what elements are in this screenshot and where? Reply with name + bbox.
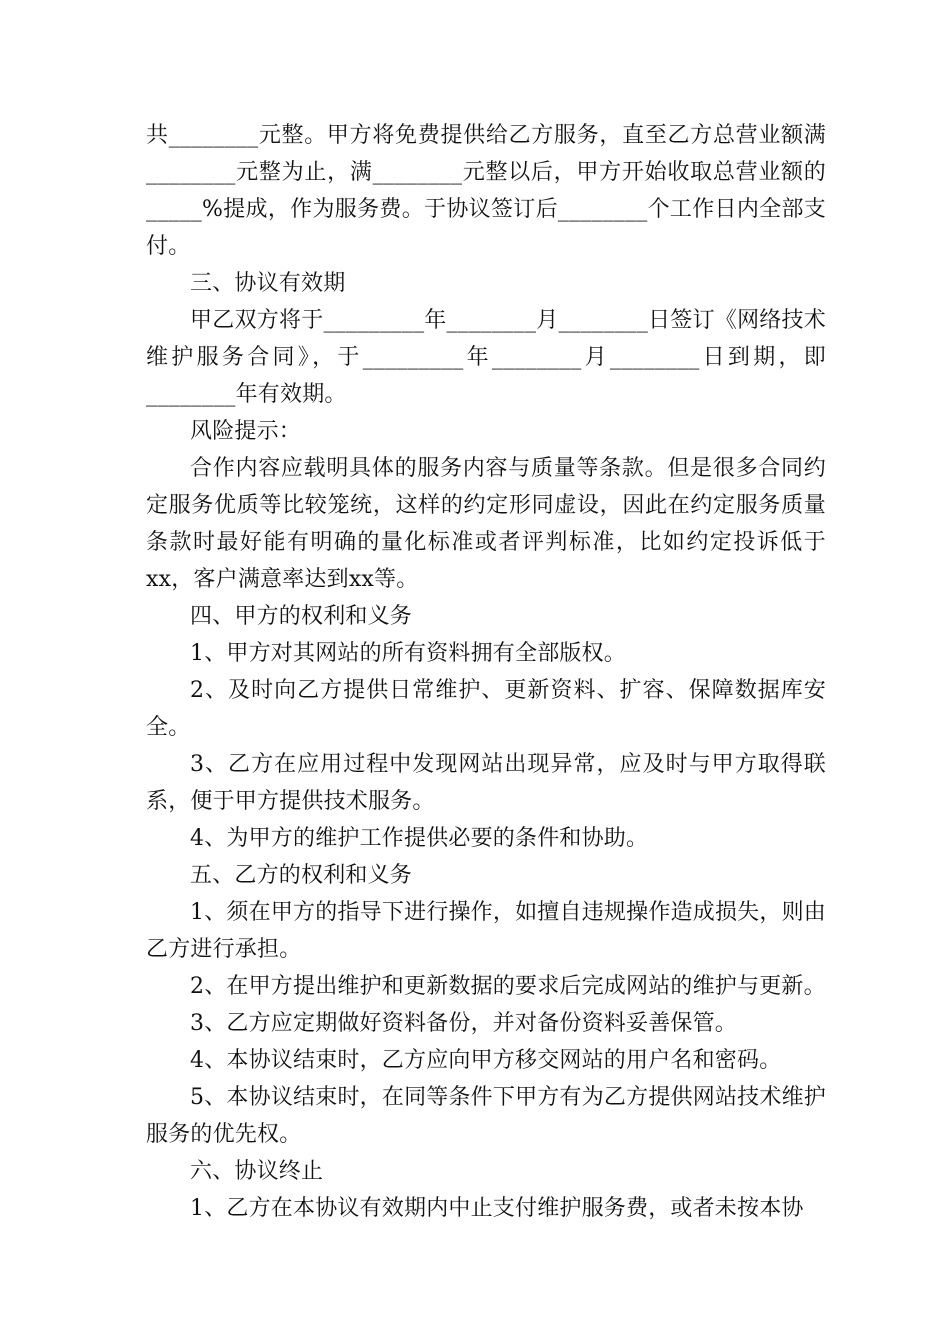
section-heading-termination: 六、协议终止 [190, 1159, 324, 1184]
list-item: 2、及时向乙方提供日常维护、更新资料、扩容、保障数据库安全。 [146, 678, 826, 740]
section-heading-validity: 三、协议有效期 [190, 271, 346, 296]
section-heading-party-b: 五、乙方的权利和义务 [190, 863, 413, 888]
list-item: 2、在甲方提出维护和更新数据的要求后完成网站的维护与更新。 [190, 974, 826, 999]
list-item: 1、须在甲方的指导下进行操作，如擅自违规操作造成损失，则由乙方进行承担。 [146, 900, 826, 962]
paragraph-risk-notice: 合作内容应载明具体的服务内容与质量等条款。但是很多合同约定服务优质等比较笼统，这样的约定形同虚设，因此在约定服务质量条款时最好能有明确的量化标准或者评判标准，比如约定投诉低于xx，客户满意率达到xx等。 [146, 456, 826, 592]
section-heading-party-a: 四、甲方的权利和义务 [190, 604, 413, 629]
document-page [146, 117, 826, 1227]
paragraph-validity-dates: 甲乙双方将于_________年________月________日签订《网络技术维护服务合同》，于_________年________月________日到期，即________年有效期。 [146, 308, 826, 407]
list-item: 4、为甲方的维护工作提供必要的条件和协助。 [190, 826, 649, 851]
list-item: 4、本协议结束时，乙方应向甲方移交网站的用户名和密码。 [190, 1048, 782, 1073]
list-item: 5、本协议结束时，在同等条件下甲方有为乙方提供网站技术维护服务的优先权。 [146, 1085, 826, 1147]
list-item: 1、乙方在本协议有效期内中止支付维护服务费，或者未按本协 [190, 1196, 804, 1221]
paragraph-payment-terms: 共________元整。甲方将免费提供给乙方服务，直至乙方总营业额满________元整为止，满________元整以后，甲方开始收取总营业额的_____%提成，作为服务费。于协议签订后________个工作日内全部支付。 [146, 123, 826, 259]
list-item: 3、乙方应定期做好资料备份，并对备份资料妥善保管。 [190, 1011, 737, 1036]
list-item: 3、乙方在应用过程中发现网站出现异常，应及时与甲方取得联系，便于甲方提供技术服务。 [146, 752, 826, 814]
list-item: 1、甲方对其网站的所有资料拥有全部版权。 [190, 641, 626, 666]
risk-notice-heading: 风险提示： [190, 419, 302, 444]
